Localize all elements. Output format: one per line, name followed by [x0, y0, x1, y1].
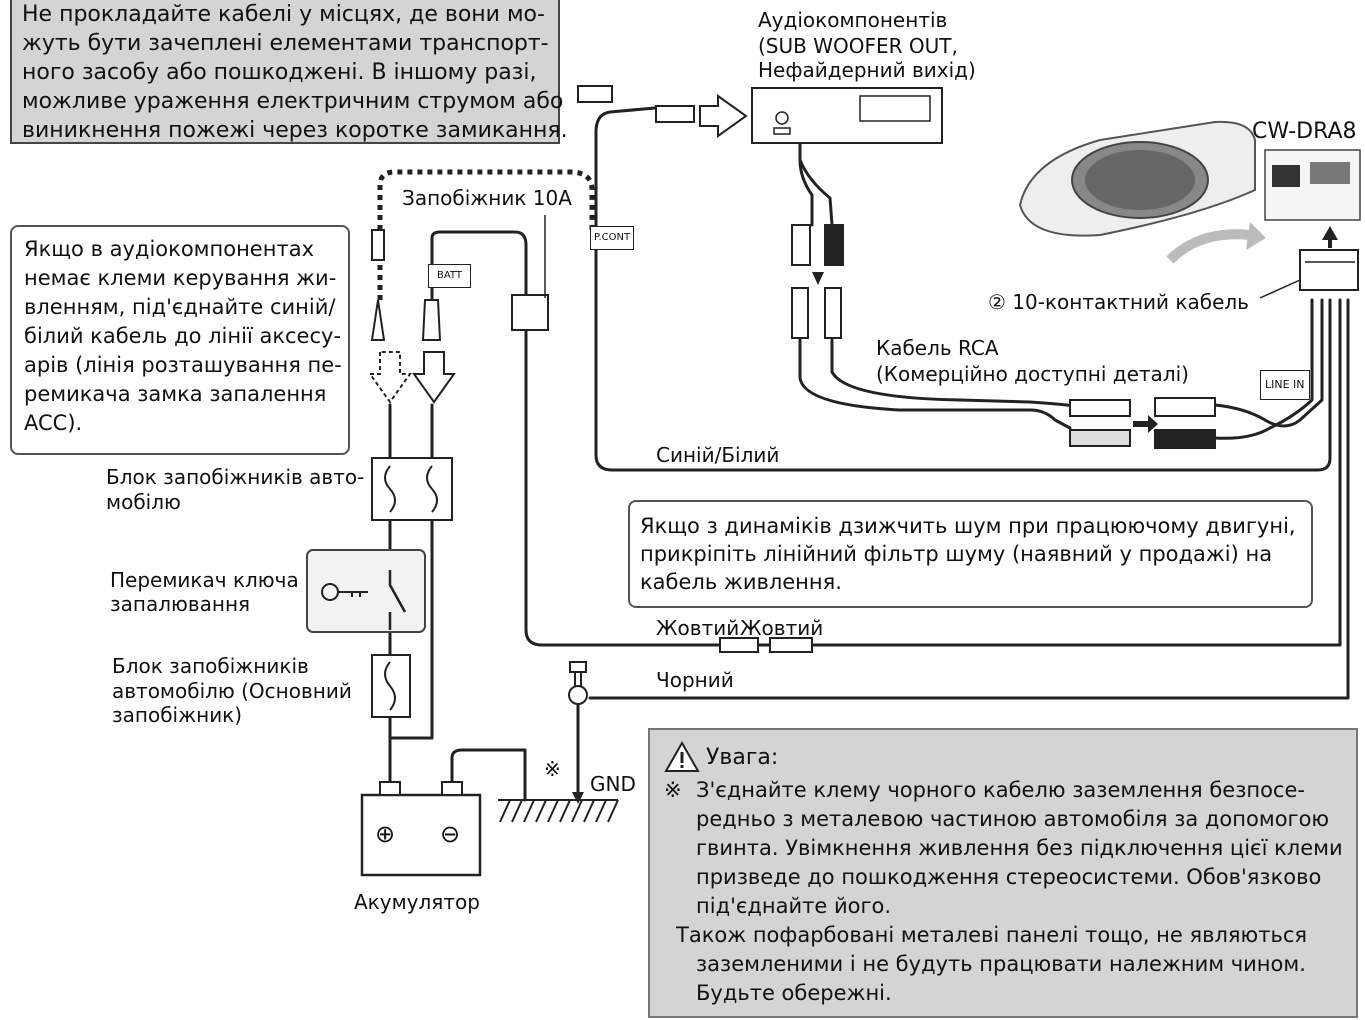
blue-white-label: Синій/Білий: [656, 443, 780, 467]
black-label: Чорний: [656, 668, 734, 692]
caution-title: Увага:: [706, 744, 779, 770]
note-acc-bubble: [10, 225, 350, 455]
yellow-label: Жовтий: [740, 616, 824, 640]
warning-line: ного засобу або пошкоджені. В іншому разі,: [22, 60, 537, 85]
caution-line: під'єднайте його.: [696, 894, 892, 918]
caution-line: заземленими і не будуть працювати належним чином.: [696, 952, 1306, 976]
caution-box: [648, 728, 1358, 1018]
warning-line: жуть бути зачеплені елементами транспорт-: [22, 31, 549, 56]
pcont-tag: P.CONT: [590, 226, 634, 250]
caution-line: призведе до пошкодження стереосистеми. Обов'язково: [696, 865, 1322, 889]
caution-mark: ※: [664, 778, 682, 802]
note-line: вленням, під'єднайте синій/: [24, 295, 336, 319]
caution-line: Також пофарбовані металеві панелі тощо, не являються: [676, 923, 1308, 947]
rca-out-wire-left: [800, 140, 812, 225]
battery-label: Акумулятор: [354, 890, 480, 914]
ten-pin-connector: [1300, 250, 1358, 290]
subwoofer-device: [1020, 122, 1266, 260]
cable-10pin-label: ② 10-контактний кабель: [988, 290, 1249, 314]
caution-line: З'єднайте клему чорного кабелю заземлення безпосе-: [696, 778, 1305, 802]
warning-line: можливе ураження електричним струмом або: [22, 89, 564, 114]
note-line: ремикача замка запалення: [24, 382, 327, 406]
ground-arrow: [572, 792, 584, 804]
main-fuse-label: Блок запобіжників: [112, 654, 309, 678]
warning-triangle-icon: [664, 741, 700, 773]
fuse-holder-10a: [512, 295, 548, 330]
main-fuse-label: автомобілю (Основний: [112, 679, 352, 703]
rca-out-wire-right: [800, 160, 832, 225]
line-in-tag: LINE IN: [1260, 370, 1310, 400]
ground-screw: [569, 662, 587, 704]
note-line: ACC).: [24, 411, 83, 435]
down-arrows: [370, 352, 454, 402]
battery-plus: ⊕: [375, 820, 396, 848]
ignition-label: запалювання: [110, 592, 251, 616]
car-fuse-block: [372, 458, 452, 520]
yellow-label: Жовтий: [656, 616, 740, 640]
battery-minus: ⊖: [440, 820, 461, 848]
note-line: арів (лінія розташування пе-: [24, 353, 342, 377]
note-line: білий кабель до лінії аксесу-: [24, 324, 342, 348]
audio-subtitle: Нефайдерний вихід): [758, 58, 976, 82]
audio-subtitle: (SUB WOOFER OUT,: [758, 34, 958, 58]
note-noise-bubble: [628, 500, 1313, 608]
ignition-label: Перемикач ключа: [110, 568, 299, 592]
fuse-block-label: мобілю: [106, 490, 181, 514]
warning-line: виникнення пожежі через коротке замикання.: [22, 118, 568, 143]
main-fuse-label: запобіжник): [112, 703, 243, 727]
fuse-10a-label: Запобіжник 10A: [402, 186, 572, 210]
note-line: немає клеми керування жи-: [24, 266, 337, 290]
rca-label: Кабель RCA: [876, 336, 999, 360]
fuse-block-label: Блок запобіжників авто-: [106, 465, 365, 489]
up-arrow-device: [1322, 226, 1338, 240]
note-line: прикріпіть лінійний фільтр шуму (наявний у продажі) на: [640, 542, 1273, 566]
rca-label: (Комерційно доступні деталі): [876, 362, 1189, 386]
warning-box-top: [10, 0, 568, 144]
gnd-mark: ※: [544, 757, 561, 781]
caution-line: гвинта. Увімкнення живлення без підключення цієї клеми: [696, 836, 1343, 860]
device-label: CW-DRA8: [1252, 119, 1357, 144]
yellow-connector: [720, 638, 758, 652]
audio-title: Аудіокомпонентів: [758, 8, 948, 32]
caution-line: Будьте обережні.: [696, 981, 892, 1005]
gnd-label: GND: [590, 772, 636, 796]
warning-line: Не прокладайте кабелі у місцях, де вони мо-: [22, 2, 545, 27]
note-line: Якщо в аудіокомпонентах: [24, 237, 314, 261]
batt-connector: [423, 300, 440, 340]
caution-line: редньо з металевою частиною автомобіля за допомогою: [696, 807, 1330, 831]
note-line: кабель живлення.: [640, 570, 842, 594]
arrow-to-audio: [700, 96, 746, 136]
batt-tag: BATT: [428, 264, 471, 288]
note-line: Якщо з динаміків дзижчить шум при працюючому двигуні,: [640, 514, 1296, 538]
